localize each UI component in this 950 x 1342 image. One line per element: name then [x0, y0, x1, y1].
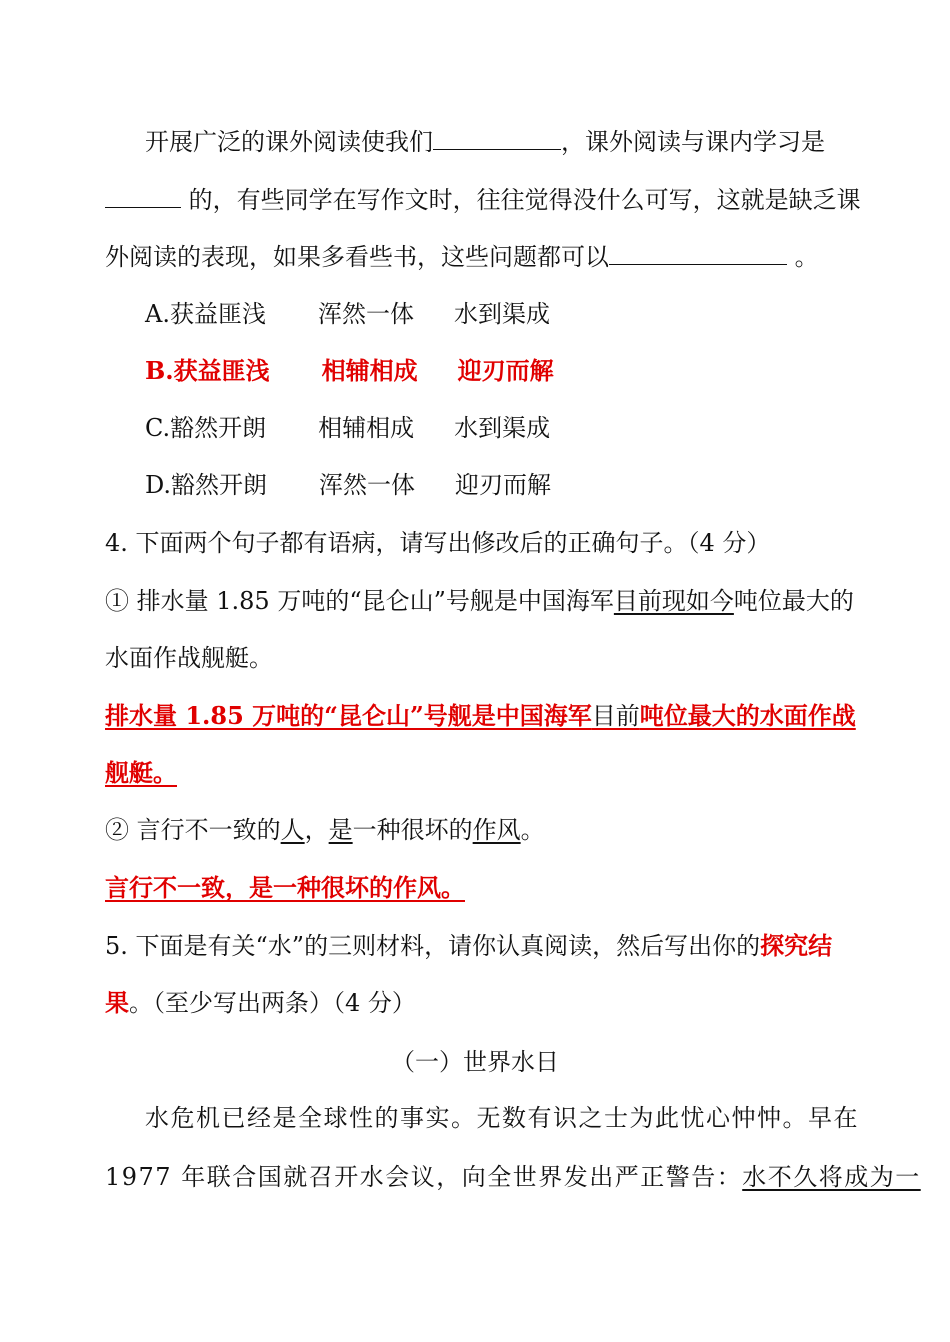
para1-text: 开展广泛的课外阅读使我们	[145, 128, 433, 156]
q4-answer1-line2: 舰艇。	[105, 758, 177, 787]
option-c[interactable]	[145, 411, 950, 445]
q4-title: 4. 下面两个句子都有语病，请写出修改后的正确句子。（4 分）	[105, 529, 771, 557]
q5-material-line1: 水危机已经是全球性的事实。无数有识之士为此忧心忡忡。早在	[145, 1104, 859, 1132]
option-word: 相辅相成	[318, 414, 415, 442]
q4-underlined-word: 人	[280, 816, 305, 844]
q5-text: 1977 年联合国就召开水会议，向全世界发出严正警告：	[105, 1163, 743, 1191]
q4-text: 吨位最大的	[733, 587, 854, 615]
para1-text: 的，有些同学在写作文时，往往觉得没什么可写，这就是缺乏课	[181, 186, 861, 214]
option-word: 浑然一体	[317, 300, 414, 328]
q4-underlined-word: 作风	[472, 816, 521, 844]
option-a[interactable]	[145, 297, 950, 331]
para1-text: 。	[787, 243, 819, 271]
answer-blank-2[interactable]	[105, 183, 181, 208]
q5-underlined-phrase: 水不久将成为一	[742, 1163, 921, 1191]
answer-text: 言行不一致，是一种很坏的作风。	[105, 873, 465, 902]
q4-text: ② 言行不一致的	[105, 816, 281, 844]
option-word: 水到渠成	[453, 300, 550, 328]
q4-text: ① 排水量 1.85 万吨的“昆仑山”号舰是中国海军	[105, 587, 614, 615]
option-word: 迎刃而解	[457, 356, 554, 385]
q5-material-line2	[105, 1160, 921, 1194]
option-word: 相辅相成	[321, 356, 418, 385]
para1-line1	[145, 125, 950, 159]
option-letter: B.	[145, 356, 174, 385]
q5-text: 。（至少写出两条）（4 分）	[129, 989, 416, 1017]
q4-answer1-line1	[105, 699, 917, 733]
q4-sentence1-line1	[105, 584, 917, 618]
q4-answer2	[105, 871, 917, 905]
q4-underlined-phrase: 目前现如今	[613, 587, 734, 615]
option-word: 豁然开朗	[170, 414, 267, 442]
q5-title-line2	[105, 986, 917, 1020]
q5-highlight: 探究结	[760, 931, 833, 960]
q5-title-line1	[105, 929, 917, 963]
q5-highlight: 果	[105, 988, 129, 1017]
option-word: 迎刃而解	[455, 471, 552, 499]
answer-text: 排水量 1.85 万吨的“昆仑山”号舰是中国海军	[105, 701, 592, 730]
option-word: 浑然一体	[319, 471, 416, 499]
option-word: 水到渠成	[454, 414, 551, 442]
q4-text: ，	[304, 816, 329, 844]
option-letter: C.	[145, 414, 171, 442]
para1-line3	[105, 240, 917, 274]
option-d[interactable]	[145, 468, 950, 502]
option-letter: A.	[145, 300, 170, 328]
option-letter: D.	[145, 471, 172, 499]
option-word: 获益匪浅	[173, 356, 270, 385]
answer-kept-word: 目前	[591, 702, 640, 730]
q4-text: 一种很坏的	[352, 816, 473, 844]
option-b-correct[interactable]	[145, 354, 950, 388]
q4-sentence2	[105, 813, 917, 847]
q5-section-heading: （一）世界水日	[391, 1048, 559, 1076]
para1-text: 外阅读的表现，如果多看些书，这些问题都可以	[105, 243, 609, 271]
answer-blank-3[interactable]	[609, 240, 787, 265]
para1-line2	[105, 183, 917, 217]
option-word: 豁然开朗	[171, 471, 268, 499]
option-word: 获益匪浅	[169, 300, 266, 328]
q4-sentence1-line2: 水面作战舰艇。	[105, 644, 273, 672]
answer-text: 吨位最大的水面作战	[639, 701, 856, 730]
para1-text: ，课外阅读与课内学习是	[561, 128, 825, 156]
q4-text: 。	[520, 816, 545, 844]
answer-blank-1[interactable]	[433, 125, 561, 150]
q4-underlined-word: 是	[328, 816, 353, 844]
q5-text: 5. 下面是有关“水”的三则材料，请你认真阅读，然后写出你的	[105, 932, 761, 960]
